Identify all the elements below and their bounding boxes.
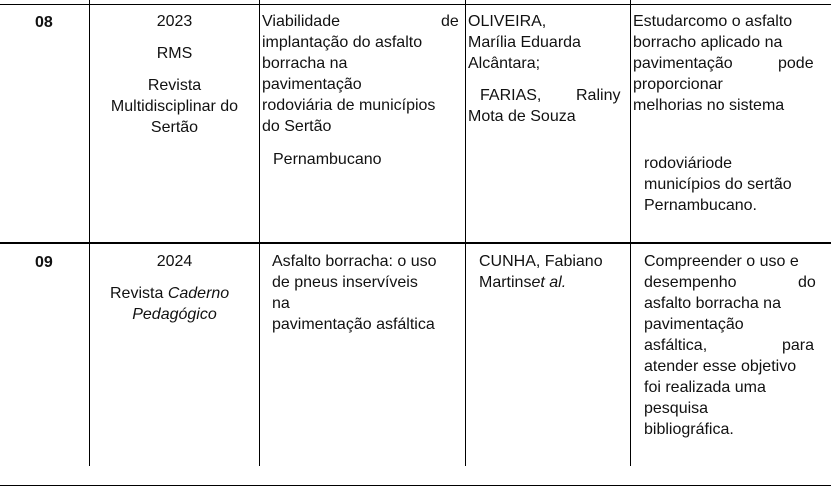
year: 2023 <box>156 13 193 30</box>
year: 2024 <box>156 253 193 270</box>
author: OLIVEIRA, <box>468 13 547 30</box>
objective: pavimentação <box>633 55 733 72</box>
objective: Estudarcomo o asfalto <box>633 13 793 30</box>
author-name: Martins <box>479 274 532 291</box>
author: Marília Eduarda <box>468 34 581 51</box>
article-title: na <box>272 295 290 312</box>
author: Mota de Souza <box>468 108 576 125</box>
article-title: implantação do asfalto <box>262 34 423 51</box>
article-title: pavimentação <box>262 76 362 93</box>
journal-prefix: Revista <box>110 285 164 302</box>
col-divider <box>465 0 466 244</box>
author: Alcântara; <box>468 55 541 72</box>
objective: asfáltica, <box>644 337 708 354</box>
objective: rodoviáriode <box>644 155 733 172</box>
article-title: Asfalto borracha: o uso <box>272 253 437 270</box>
objective: melhorias no sistema <box>633 97 785 114</box>
article-title: do Sertão <box>262 118 332 135</box>
author: FARIAS, <box>480 87 542 104</box>
objective: foi realizada uma <box>644 379 766 396</box>
row-number: 09 <box>35 254 53 271</box>
objective: pode <box>778 55 814 72</box>
objective: desempenho <box>644 274 737 291</box>
col-divider <box>465 244 466 466</box>
journal-title: Caderno <box>167 285 230 302</box>
article-title: borracha na <box>262 55 348 72</box>
article-title: Pernambucano <box>273 151 382 168</box>
journal-name <box>110 283 229 304</box>
col-divider <box>630 0 631 244</box>
author: Raliny <box>576 87 621 104</box>
journal-title: Pedagógico <box>132 306 217 323</box>
journal-name <box>90 304 259 325</box>
col-divider <box>630 244 631 466</box>
objective: bibliográfica. <box>644 421 734 438</box>
objective: atender esse objetivo <box>644 358 797 375</box>
row-divider <box>0 242 831 244</box>
journal-abbreviation: RMS <box>156 45 193 62</box>
journal-name: Sertão <box>150 119 199 136</box>
article-title: de <box>441 13 459 30</box>
objective: asfalto borracha na <box>644 295 781 312</box>
article-title: Viabilidade <box>262 13 340 30</box>
objective: Pernambucano. <box>644 197 757 214</box>
objective: pavimentação <box>644 316 744 333</box>
journal-name: Multidisciplinar do <box>110 98 239 115</box>
author: CUNHA, Fabiano <box>479 253 603 270</box>
article-title: pavimentação asfáltica <box>272 316 435 333</box>
col-divider <box>259 0 260 244</box>
objective: Compreender o uso e <box>644 253 799 270</box>
objective: borracho aplicado na <box>633 34 783 51</box>
author-etal: et al. <box>531 274 567 291</box>
objective: do <box>798 274 816 291</box>
author <box>479 272 566 293</box>
objective: pesquisa <box>644 400 709 417</box>
article-title: rodoviária de municípios <box>262 97 436 114</box>
journal-name: Revista <box>147 77 202 94</box>
objective: proporcionar <box>633 76 723 93</box>
article-title: de pneus inservíveis <box>272 274 418 291</box>
objective: para <box>782 337 815 354</box>
objective: municípios do sertão <box>644 176 792 193</box>
col-divider <box>259 244 260 466</box>
row-number: 08 <box>35 14 53 31</box>
bottom-border <box>0 485 831 486</box>
col-divider <box>89 244 90 466</box>
top-border <box>0 4 831 5</box>
